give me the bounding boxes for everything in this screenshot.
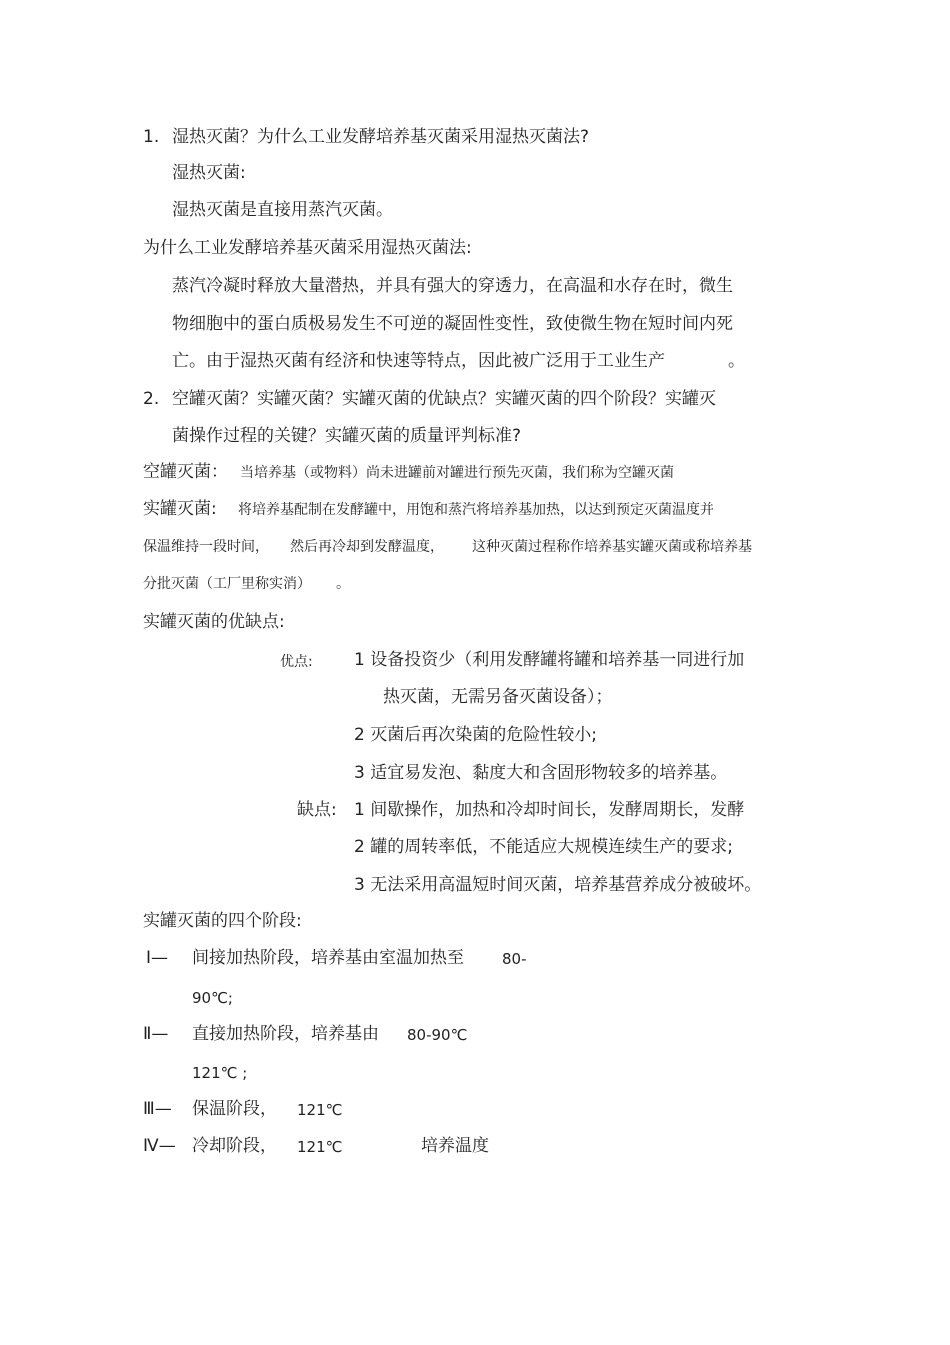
stage-1-cont: 90℃; [192,989,233,1007]
stage-4-end: 培养温度 [421,1136,489,1156]
pros-item-3: 3 适宜易发泡、黏度大和含固形物较多的培养基。 [354,763,728,783]
pros-item-2: 2 灭菌后再次染菌的危险性较小; [354,725,597,745]
solid-tank-line-3b: 。 [336,576,350,592]
q1-definition: 湿热灭菌是直接用蒸汽灭菌。 [172,200,393,220]
stage-1-value: 80- [502,950,527,968]
stage-2-value: 80-90℃ [407,1026,468,1044]
cons-item-2: 2 罐的周转率低，不能适应大规模连续生产的要求; [354,837,733,857]
q1-why-line-2: 物细胞中的蛋白质极易发生不可逆的凝固性变性，致使微生物在短时间内死 [172,314,733,334]
solid-tank-line-2a: 保温维持一段时间， [143,539,269,555]
pros-item-1: 1 设备投资少（利用发酵罐将罐和培养基一同进行加 [354,650,745,670]
stage-2-text: 直接加热阶段，培养基由 [192,1024,379,1044]
q1-definition-label: 湿热灭菌: [172,163,246,183]
pros-cons-heading: 实罐灭菌的优缺点: [143,612,285,632]
stage-4-label: Ⅳ— [143,1136,176,1156]
q1-why-line-1: 蒸汽冷凝时释放大量潜热，并具有强大的穿透力，在高温和水存在时，微生 [172,276,733,296]
solid-tank-line-1: 将培养基配制在发酵罐中，用饱和蒸汽将培养基加热，以达到预定灭菌温度并 [238,502,714,518]
solid-tank-line-2b: 然后再冷却到发酵温度， [290,539,444,555]
q2-question-line-2: 菌操作过程的关键？实罐灭菌的质量评判标准? [172,426,522,446]
stage-2-label: Ⅱ— [143,1024,169,1044]
stage-2-cont: 121℃ ; [192,1064,248,1082]
solid-tank-label: 实罐灭菌: [143,499,217,519]
empty-tank-label: 空罐灭菌： [143,462,228,482]
q1-number: 1. [143,127,160,147]
solid-tank-line-2c: 这种灭菌过程称作培养基实罐灭菌或称培养基 [472,539,752,555]
stage-1-text: 间接加热阶段，培养基由室温加热至 [192,948,464,968]
pros-item-1-cont: 热灭菌，无需另备灭菌设备）； [383,687,613,707]
empty-tank-text: 当培养基（或物料）尚未进罐前对罐进行预先灭菌，我们称为空罐灭菌 [240,465,674,481]
q1-question: 湿热灭菌？为什么工业发酵培养基灭菌采用湿热灭菌法? [172,127,590,147]
stage-3-label: Ⅲ— [143,1099,172,1119]
cons-item-1: 1 间歇操作，加热和冷却时间长，发酵周期长，发酵 [354,800,745,820]
q1-why-end: 。 [728,351,745,371]
stages-heading: 实罐灭菌的四个阶段: [143,911,302,931]
cons-item-3: 3 无法采用高温短时间灭菌，培养基营养成分被破坏。 [354,875,762,895]
stage-4-text: 冷却阶段， [192,1136,277,1156]
q2-question-line-1: 空罐灭菌？实罐灭菌？实罐灭菌的优缺点？实罐灭菌的四个阶段？实罐灭 [172,389,716,409]
solid-tank-line-3a: 分批灭菌（工厂里称实消） [143,576,311,592]
stage-3-value: 121℃ [297,1101,343,1119]
pros-label: 优点: [280,654,313,670]
stage-3-text: 保温阶段， [192,1099,277,1119]
stage-4-value: 121℃ [297,1138,343,1156]
stage-1-label: Ⅰ— [146,948,169,968]
q1-why-label: 为什么工业发酵培养基灭菌采用湿热灭菌法: [143,238,472,258]
cons-label: 缺点: [297,800,337,820]
q2-number: 2. [143,389,160,409]
q1-why-line-3: 亡。由于湿热灭菌有经济和快速等特点，因此被广泛用于工业生产 [172,351,665,371]
